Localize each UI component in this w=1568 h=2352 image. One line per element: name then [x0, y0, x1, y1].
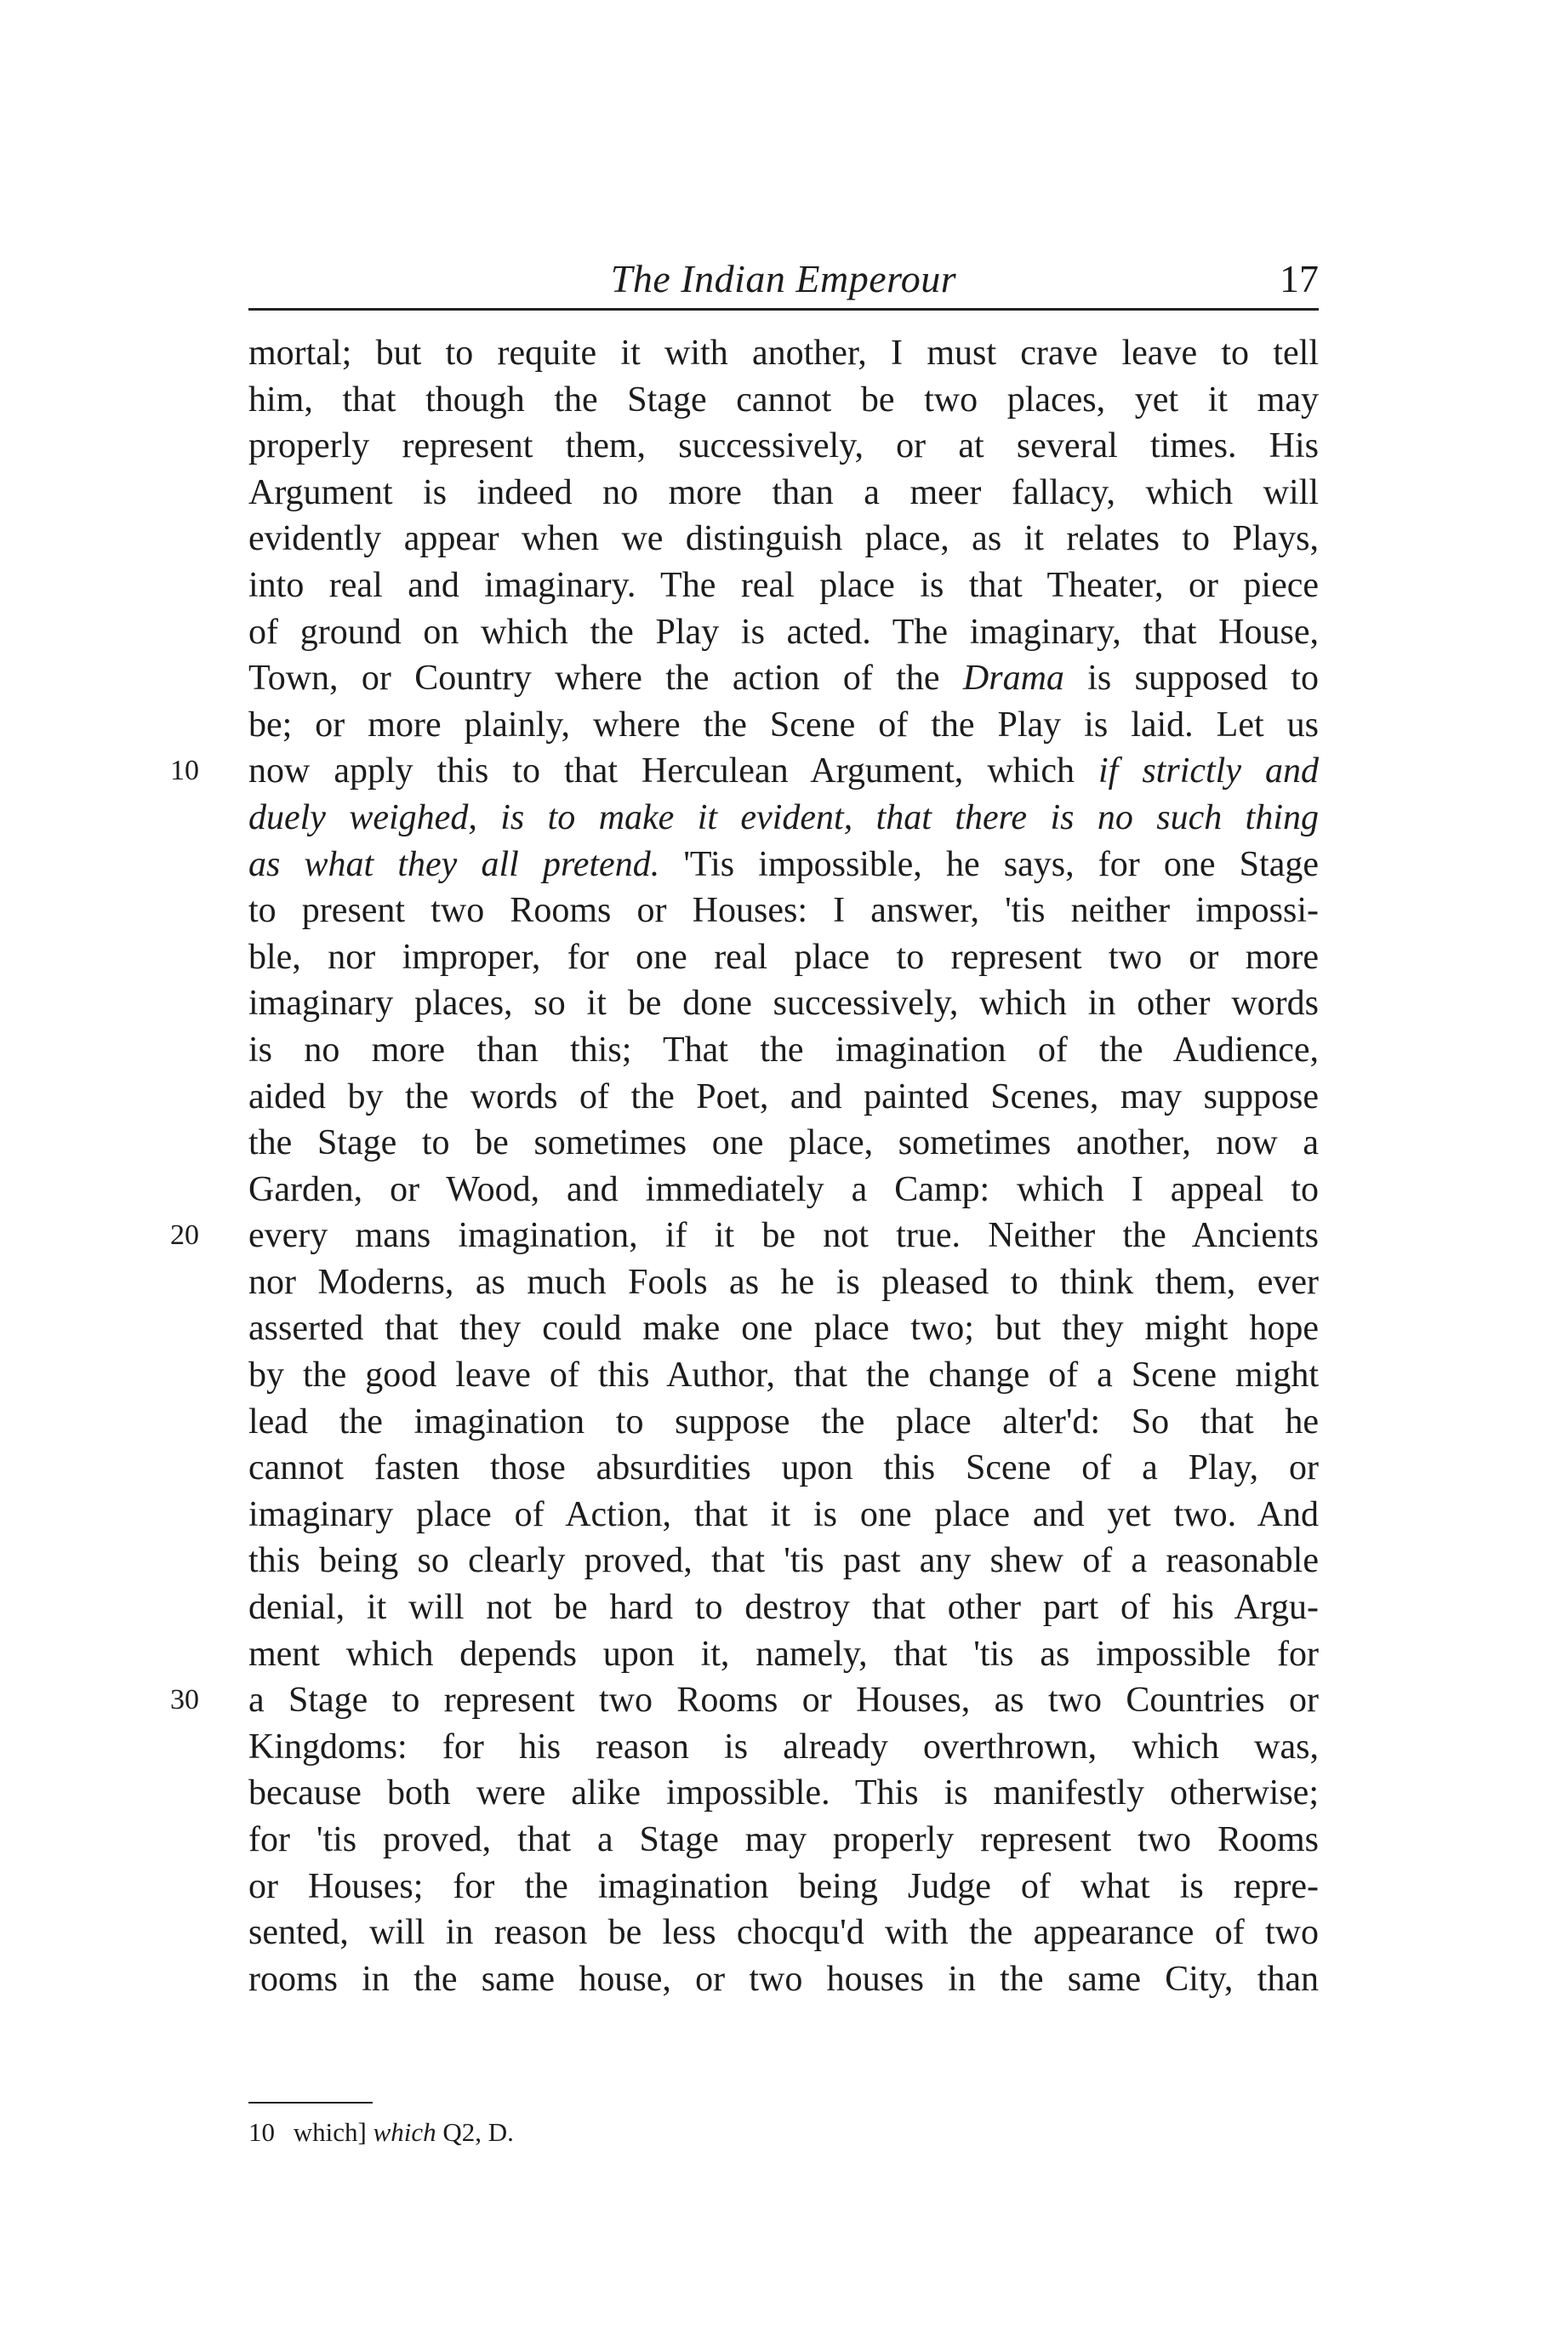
text-line-content: denial, it will not be hard to destroy that other part of his Argu-	[248, 1588, 1319, 1628]
text-line	[248, 1956, 1319, 2003]
text-line-content: sented, will in reason be less chocqu'd with the appearance of two	[248, 1913, 1319, 1953]
text-line	[248, 1167, 1319, 1213]
text-line-content: for 'tis proved, that a Stage may properly represent two Rooms	[248, 1820, 1319, 1859]
text-line	[248, 423, 1319, 470]
text-line	[248, 1120, 1319, 1167]
text-line	[248, 934, 1319, 981]
text-line-content: by the good leave of this Author, that the change of a Scene might	[248, 1356, 1319, 1396]
line-number: 20	[170, 1219, 199, 1252]
text-line-content: every mans imagination, if it be not true. Neither the Ancients	[248, 1216, 1319, 1256]
text-line-content: lead the imagination to suppose the place alter'd: So that he	[248, 1401, 1319, 1441]
text-line-content: the Stage to be sometimes one place, sometimes another, now a	[248, 1123, 1319, 1163]
footnote-rule	[248, 2102, 373, 2104]
text-line-content: mortal; but to requite it with another, I must crave leave to tell	[248, 334, 1319, 373]
text-line	[248, 1027, 1319, 1074]
text-line-content: ble, nor improper, for one real place to represent two or more	[248, 937, 1319, 977]
text-line	[248, 702, 1319, 749]
text-line	[248, 1631, 1319, 1678]
text-line	[248, 842, 1319, 888]
text-line-content: properly represent them, successively, or at several times. His	[248, 426, 1319, 466]
text-line-content: be; or more plainly, where the Scene of the Play is laid. Let us	[248, 705, 1319, 745]
footnote-reading: which	[373, 2117, 436, 2147]
footnote-sources: Q2, D.	[442, 2117, 514, 2147]
line-number: 10	[170, 755, 199, 787]
text-line	[248, 1817, 1319, 1864]
text-line	[248, 609, 1319, 656]
text-line	[170, 748, 1319, 795]
text-line-content: evidently appear when we distinguish place, as it relates to Plays,	[248, 519, 1319, 559]
text-line-content: nor Moderns, as much Fools as he is pleased to think them, ever	[248, 1262, 1319, 1302]
text-line-content: because both were alike impossible. This is manifestly otherwise;	[248, 1773, 1319, 1813]
text-line-content: now apply this to that Herculean Argument, which if strictly and	[248, 751, 1319, 791]
text-line-content: ment which depends upon it, namely, that 'tis as impossible for	[248, 1634, 1319, 1674]
text-line-content: asserted that they could make one place two; but they might hope	[248, 1309, 1319, 1349]
text-line	[248, 562, 1319, 609]
text-line-content: Garden, or Wood, and immediately a Camp: which I appeal to	[248, 1169, 1319, 1209]
text-line-content: rooms in the same house, or two houses in the same City, than	[248, 1959, 1319, 1999]
text-line-content: Town, or Country where the action of the Drama is supposed to	[248, 659, 1319, 699]
page-number: 17	[1280, 257, 1319, 300]
text-line-content: a Stage to represent two Rooms or Houses, as two Countries or	[248, 1681, 1319, 1721]
text-line	[248, 1074, 1319, 1121]
body-text	[170, 330, 1319, 2002]
text-line	[248, 1770, 1319, 1817]
text-line	[248, 377, 1319, 424]
text-line	[248, 516, 1319, 562]
text-line	[248, 1445, 1319, 1492]
text-line	[248, 1352, 1319, 1399]
text-line-content: as what they all pretend. 'Tis impossible, he says, for one Stage	[248, 844, 1319, 884]
footnote	[248, 2114, 514, 2151]
footnote-line-number: 10	[248, 2117, 275, 2147]
text-line	[248, 655, 1319, 702]
text-line	[248, 1492, 1319, 1539]
text-line-content: this being so clearly proved, that 'tis past any shew of a reasonable	[248, 1541, 1319, 1581]
text-line	[248, 980, 1319, 1027]
text-line	[248, 1584, 1319, 1631]
text-line-content: duely weighed, is to make it evident, that there is no such thing	[248, 797, 1319, 837]
text-line	[248, 1305, 1319, 1352]
text-line	[248, 795, 1319, 842]
line-number: 30	[170, 1684, 199, 1716]
text-line	[248, 470, 1319, 517]
text-line-content: imaginary places, so it be done successively, which in other words	[248, 984, 1319, 1024]
text-line-content: Argument is indeed no more than a meer fallacy, which will	[248, 472, 1319, 512]
running-head	[248, 254, 1319, 311]
footnote-lemma: which]	[293, 2117, 367, 2147]
text-line	[248, 330, 1319, 377]
text-line-content: to present two Rooms or Houses: I answer, 'tis neither impossi-	[248, 891, 1319, 931]
text-line-content: aided by the words of the Poet, and painted Scenes, may suppose	[248, 1076, 1319, 1116]
text-line-content: of ground on which the Play is acted. The imaginary, that House,	[248, 612, 1319, 652]
text-line	[170, 1213, 1319, 1259]
text-line	[170, 1677, 1319, 1724]
text-line	[248, 1910, 1319, 1956]
text-line	[248, 1259, 1319, 1306]
text-line-content: cannot fasten those absurdities upon this Scene of a Play, or	[248, 1448, 1319, 1488]
text-line	[248, 1724, 1319, 1771]
text-line-content: or Houses; for the imagination being Judge of what is repre-	[248, 1866, 1319, 1906]
running-title: The Indian Emperour	[610, 257, 957, 300]
text-line	[248, 1399, 1319, 1446]
text-line-content: imaginary place of Action, that it is one place and yet two. And	[248, 1494, 1319, 1534]
text-line-content: into real and imaginary. The real place is that Theater, or piece	[248, 565, 1319, 605]
text-line	[248, 1538, 1319, 1584]
text-line	[248, 1864, 1319, 1910]
text-line-content: him, that though the Stage cannot be two places, yet it may	[248, 380, 1319, 420]
text-line-content: is no more than this; That the imagination of the Audience,	[248, 1030, 1319, 1070]
text-line	[248, 888, 1319, 934]
text-line-content: Kingdoms: for his reason is already overthrown, which was,	[248, 1727, 1319, 1767]
